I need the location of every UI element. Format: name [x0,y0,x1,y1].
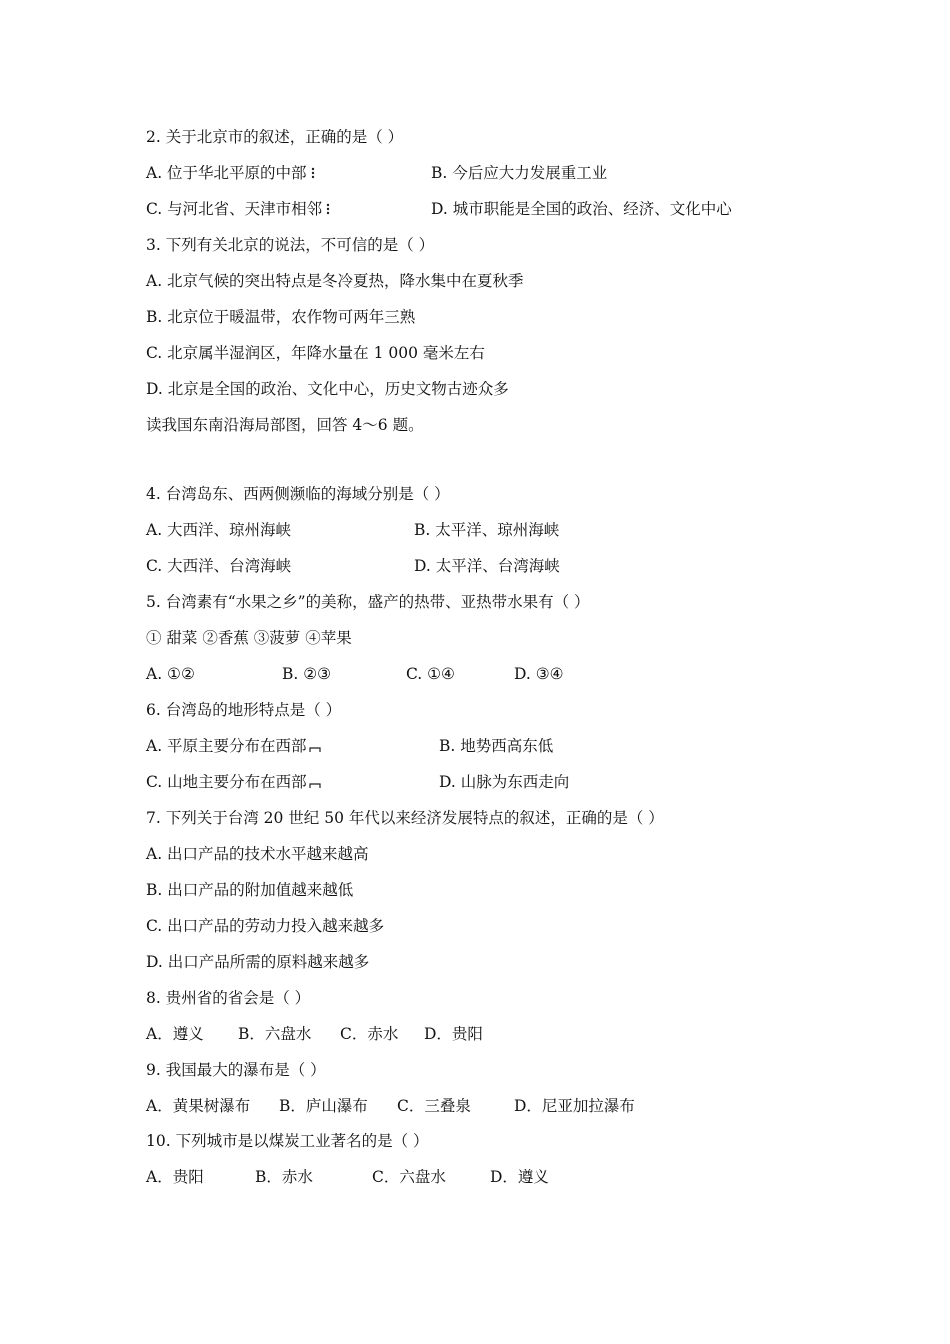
q6-option-a: A. 平原主要分布在西部 [146,737,307,755]
q7-option-c: C. 出口产品的劳动力投入越来越多 [146,917,385,935]
q2-option-b: B. 今后应大力发展重工业 [431,164,608,182]
q6-stem: 6. 台湾岛的地形特点是（ ） [146,701,342,719]
q5-option-a: A. ①② [146,665,195,683]
q4-option-c: C. 大西洋、台湾海峡 [146,557,292,575]
bracket-mark-icon [309,739,321,753]
q7-option-d: D. 出口产品所需的原料越来越多 [146,953,370,971]
q4-option-d: D. 太平洋、台湾海峡 [414,557,560,575]
q4-stem: 4. 台湾岛东、西两侧濒临的海域分别是（ ） [146,485,450,503]
q3-stem: 3. 下列有关北京的说法，不可信的是（ ） [146,236,435,254]
q5-items: ① 甜菜 ②香蕉 ③菠萝 ④苹果 [146,629,352,647]
q9-option-a: A．黄果树瀑布 [146,1097,251,1115]
q6-option-d: D. 山脉为东西走向 [439,773,570,791]
q8-option-c: C．赤水 [340,1025,399,1043]
dotted-mark-icon [310,166,316,180]
q7-stem: 7. 下列关于台湾 20 世纪 50 年代以来经济发展特点的叙述，正确的是（ ） [146,809,664,827]
q10-option-d: D．遵义 [490,1168,549,1186]
q4-option-a: A. 大西洋、琼州海峡 [146,521,292,539]
q7-option-b: B. 出口产品的附加值越来越低 [146,881,354,899]
q2-option-d: D. 城市职能是全国的政治、经济、文化中心 [431,200,732,218]
q5-option-b: B. ②③ [282,665,332,683]
q10-option-a: A．贵阳 [146,1168,204,1186]
q6-option-c: C. 山地主要分布在西部 [146,773,307,791]
map-instruction: 读我国东南沿海局部图，回答 4～6 题。 [146,416,424,434]
q3-option-c: C. 北京属半湿润区，年降水量在 1 000 毫米左右 [146,344,485,362]
q2-option-a: A. 位于华北平原的中部 [146,164,307,182]
q2-stem: 2. 关于北京市的叙述，正确的是（ ） [146,128,404,146]
q5-stem: 5. 台湾素有“水果之乡”的美称，盛产的热带、亚热带水果有（ ） [146,593,590,611]
q3-option-b: B. 北京位于暖温带，农作物可两年三熟 [146,308,416,326]
q3-option-d: D. 北京是全国的政治、文化中心，历史文物古迹众多 [146,380,509,398]
q10-stem: 10. 下列城市是以煤炭工业著名的是（ ） [146,1132,429,1150]
q10-option-c: C．六盘水 [372,1168,446,1186]
bracket-mark-icon [309,775,321,789]
q5-option-c: C. ①④ [406,665,455,683]
dotted-mark-icon [325,202,331,216]
q9-option-b: B．庐山瀑布 [279,1097,368,1115]
q8-option-b: B．六盘水 [238,1025,312,1043]
q9-stem: 9. 我国最大的瀑布是（ ） [146,1061,326,1079]
q7-option-a: A. 出口产品的技术水平越来越高 [146,845,369,863]
q6-option-b: B. 地势西高东低 [439,737,554,755]
q4-option-b: B. 太平洋、琼州海峡 [414,521,560,539]
q2-option-c: C. 与河北省、天津市相邻 [146,200,323,218]
q8-option-a: A．遵义 [146,1025,204,1043]
q5-option-d: D. ③④ [514,665,564,683]
q10-option-b: B．赤水 [255,1168,313,1186]
q9-option-c: C．三叠泉 [397,1097,471,1115]
q3-option-a: A. 北京气候的突出特点是冬冷夏热，降水集中在夏秋季 [146,272,524,290]
q8-stem: 8. 贵州省的省会是（ ） [146,989,311,1007]
q9-option-d: D．尼亚加拉瀑布 [514,1097,635,1115]
q8-option-d: D．贵阳 [424,1025,483,1043]
